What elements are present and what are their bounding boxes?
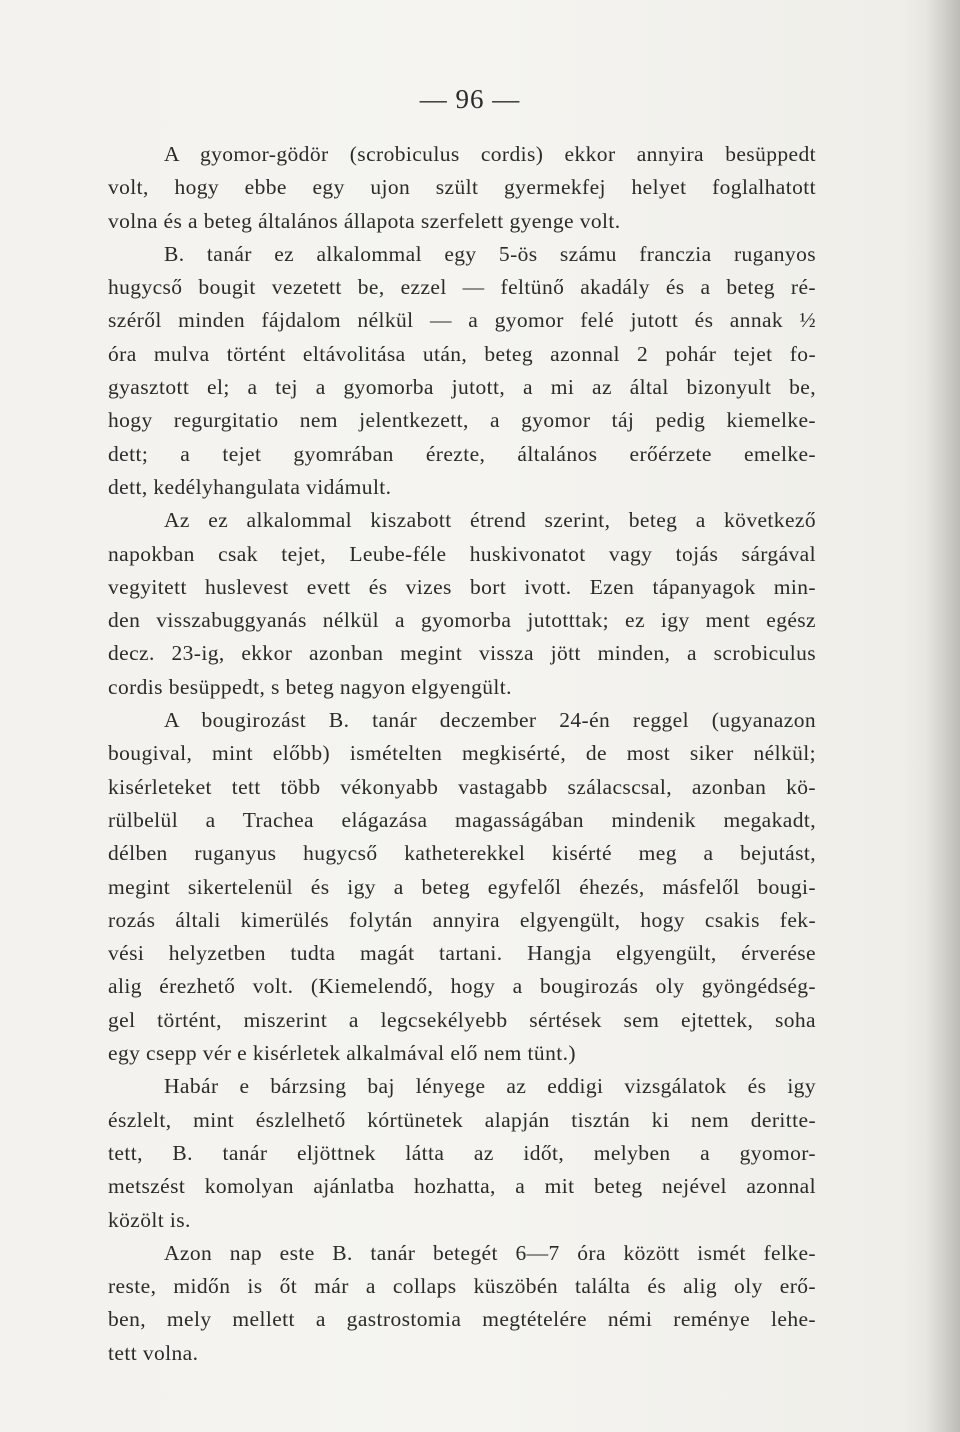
text-line: A bougirozást B. tanár deczember 24-én reggel (ugyanazon <box>164 708 816 733</box>
text-line: hugycső bougit vezetett be, ezzel — feltünő akadály és a beteg ré- <box>108 275 816 300</box>
body-text <box>108 138 816 1370</box>
paragraph-1 <box>108 138 816 238</box>
text-line: reste, midőn is őt már a collaps küszöbén találta és alig oly erő- <box>108 1274 816 1299</box>
text-line: Azon nap este B. tanár betegét 6—7 óra között ismét felke- <box>164 1240 816 1265</box>
text-line: délben ruganyus hugycső katheterekkel kisérté meg a bejutást, <box>108 841 816 866</box>
text-line: bougival, mint előbb) ismételten megkisérté, de most siker nélkül; <box>108 741 816 766</box>
text-line: egy csepp vér e kisérletek alkalmával elő nem tünt.) <box>108 1041 576 1066</box>
text-line: vegyitett huslevest evett és vizes bort ivott. Ezen tápanyagok min- <box>108 574 816 599</box>
text-line: alig érezhető volt. (Kiemelendő, hogy a bougirozás oly gyöngédség- <box>108 974 816 999</box>
text-line: gyasztott el; a tej a gyomorba jutott, a mi az által bizonyult be, <box>108 375 816 400</box>
text-line: gel történt, miszerint a legcsekélyebb sértések sem ejtettek, soha <box>108 1007 816 1032</box>
text-line: cordis besüppedt, s beteg nagyon elgyengült. <box>108 674 512 699</box>
text-line: den visszabuggyanás nélkül a gyomorba jutotttak; ez igy ment egész <box>108 608 816 633</box>
paragraph-3 <box>108 504 816 704</box>
text-line: decz. 23-ig, ekkor azonban megint vissza jött minden, a scrobiculus <box>108 641 816 666</box>
text-line: Az ez alkalommal kiszabott étrend szerint, beteg a következő <box>164 508 816 533</box>
text-line: rülbelül a Trachea elágazása magasságában mindenik megakadt, <box>108 807 816 832</box>
paragraph-5 <box>108 1070 816 1236</box>
page-edge-shadow <box>926 0 960 1432</box>
text-line: közölt is. <box>108 1207 191 1232</box>
text-line: napokban csak tejet, Leube-féle huskivonatot vagy tojás sárgával <box>108 541 816 566</box>
text-line: Habár e bárzsing baj lényege az eddigi vizsgálatok és igy <box>164 1074 816 1099</box>
text-line: A gyomor-gödör (scrobiculus cordis) ekkor annyira besüppedt <box>164 142 816 166</box>
paragraph-4 <box>108 704 816 1070</box>
text-line: óra mulva történt eltávolitása után, beteg azonnal 2 pohár tejet fo- <box>108 341 816 366</box>
text-line: metszést komolyan ajánlatba hozhatta, a mit beteg nejével azonnal <box>108 1174 816 1199</box>
text-line: észlelt, mint észlelhető kórtünetek alapján tisztán ki nem deritte- <box>108 1107 816 1132</box>
text-line: tett volna. <box>108 1340 199 1365</box>
text-line: volna és a beteg általános állapota szerfelett gyenge volt. <box>108 208 621 233</box>
paragraph-2 <box>108 238 816 504</box>
paragraph-6 <box>108 1237 816 1370</box>
page-number: — 96 — <box>419 84 521 114</box>
text-line: ben, mely mellett a gastrostomia megtételére némi reménye lehe- <box>108 1307 816 1332</box>
text-line: hogy regurgitatio nem jelentkezett, a gyomor táj pedig kiemelke- <box>108 408 816 433</box>
text-line: tett, B. tanár eljöttnek látta az időt, melyben a gyomor- <box>108 1140 816 1165</box>
text-line: megint sikertelenül és igy a beteg egyfelől éhezés, másfelől bougi- <box>108 874 816 899</box>
text-line: vési helyzetben tudta magát tartani. Hangja elgyengült, érverése <box>108 941 816 966</box>
text-line: dett, kedélyhangulata vidámult. <box>108 474 392 499</box>
text-line: széről minden fájdalom nélkül — a gyomor felé jutott és annak ½ <box>108 308 816 333</box>
text-line: volt, hogy ebbe egy ujon szült gyermekfej helyet foglalhatott <box>108 175 816 200</box>
text-line: dett; a tejet gyomrában érezte, általános erőérzete emelke- <box>108 441 816 466</box>
text-line: kisérleteket tett több vékonyabb vastagabb szálacscsal, azonban kö- <box>108 774 816 799</box>
text-line: B. tanár ez alkalommal egy 5-ös számu franczia ruganyos <box>164 241 816 266</box>
text-line: rozás általi kimerülés folytán annyira elgyengült, hogy csakis fek- <box>108 907 816 932</box>
